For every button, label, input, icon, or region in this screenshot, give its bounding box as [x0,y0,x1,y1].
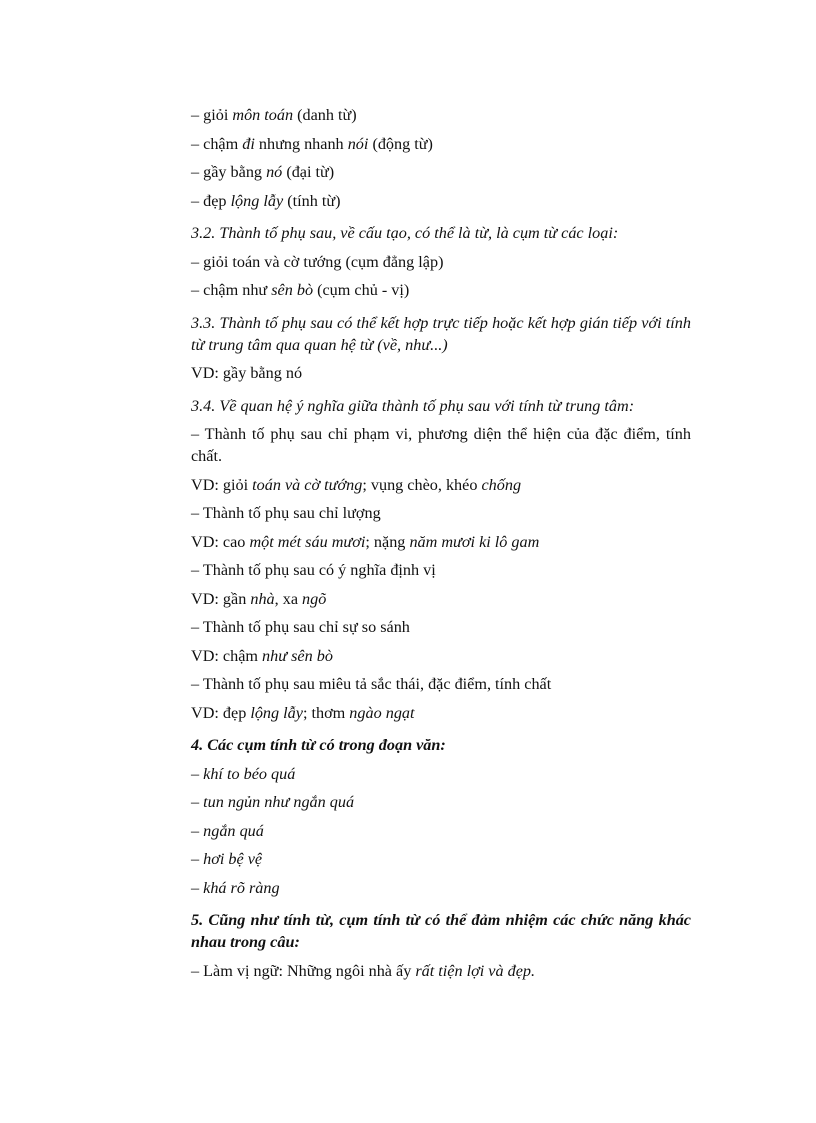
list-item: – khí to béo quá [191,764,296,783]
example-line: VD: đẹp lộng lẫy; thơm ngào ngạt [191,703,415,722]
list-item: – giỏi môn toán (danh từ) [191,106,357,124]
paragraph: – Làm vị ngữ: Những ngôi nhà ấy rất tiện lợi và đẹp. [191,961,536,980]
list-item: – hơi bệ vệ [191,850,263,868]
list-item: – ngắn quá [191,821,264,840]
list-item: – tun ngủn như ngắn quá [191,793,355,811]
paragraph: – Thành tố phụ sau chỉ lượng [191,504,381,522]
section-heading-3-2: 3.2. Thành tố phụ sau, về cấu tạo, có thể là từ, là cụm từ các loại: [191,224,619,242]
section-heading-3-4: 3.4. Về quan hệ ý nghĩa giữa thành tố phụ sau với tính từ trung tâm: [191,396,635,415]
paragraph: – Thành tố phụ sau miêu tả sắc thái, đặc điểm, tính chất [191,675,552,693]
example-line: VD: chậm như sên bò [191,646,333,665]
list-item: – gầy bằng nó (đại từ) [191,163,335,181]
section-heading-5: 5. Cũng như tính từ, cụm tính từ có thể đảm nhiệm các chức năng khác nhau trong câu: [191,911,691,951]
example-line: VD: cao một mét sáu mươi; nặng năm mươi ki lô gam [191,532,540,551]
list-item: – khá rõ ràng [191,878,280,897]
paragraph: – Thành tố phụ sau chỉ phạm vi, phương diện thể hiện của đặc điểm, tính chất. [191,425,691,465]
example-line: VD: gần nhà, xa ngõ [191,589,327,608]
list-item: – chậm đi nhưng nhanh nói (động từ) [191,134,433,153]
example-line: VD: giỏi toán và cờ tướng; vụng chèo, khéo chống [191,475,522,494]
document-page [191,104,691,982]
paragraph: – Thành tố phụ sau chỉ sự so sánh [191,618,410,636]
section-heading-4: 4. Các cụm tính từ có trong đoạn văn: [191,736,446,754]
paragraph: – Thành tố phụ sau có ý nghĩa định vị [191,561,436,579]
list-item: – đẹp lộng lẫy (tính từ) [191,191,341,210]
section-heading-3-3: 3.3. Thành tố phụ sau có thể kết hợp trực tiếp hoặc kết hợp gián tiếp với tính từ trung tâm qua quan hệ từ (về, như...) [191,313,691,354]
list-item: – giỏi toán và cờ tướng (cụm đẳng lập) [191,252,444,271]
example-line: VD: gầy bằng nó [191,364,303,382]
list-item: – chậm như sên bò (cụm chủ - vị) [191,281,410,299]
